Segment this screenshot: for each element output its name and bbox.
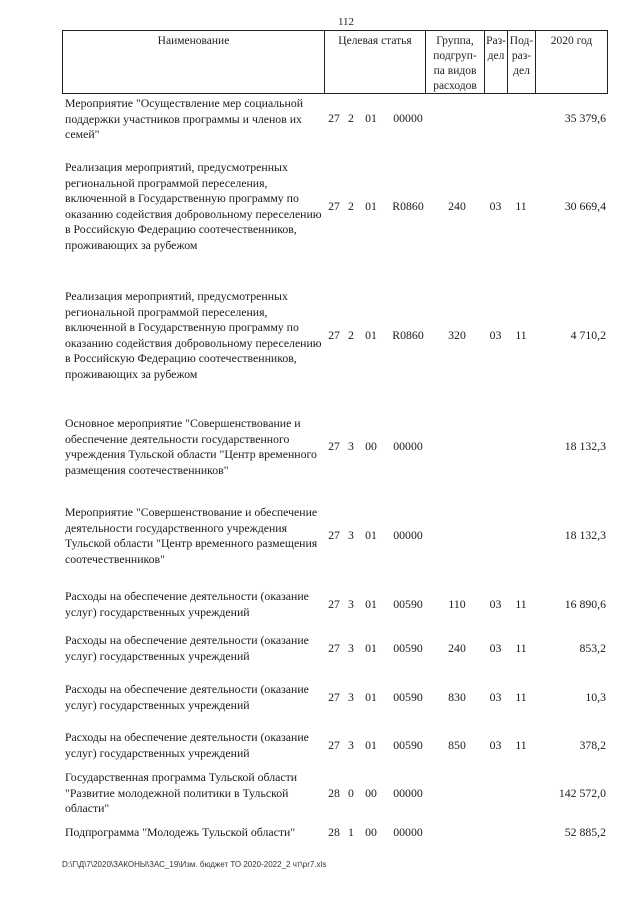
row-amount: 142 572,0 xyxy=(558,786,606,800)
code-subsection: 11 xyxy=(515,199,527,213)
code-program: 28 xyxy=(328,786,340,800)
code-subprogram: 2 xyxy=(348,328,354,342)
code-direction: 00590 xyxy=(393,690,423,704)
code-section: 03 xyxy=(489,738,502,752)
header-section-cell xyxy=(485,31,508,93)
header-year: 2020 год xyxy=(550,35,593,47)
code-subsection: 11 xyxy=(515,690,527,704)
row-amount: 18 132,3 xyxy=(564,528,606,542)
code-subprogram: 0 xyxy=(348,786,354,800)
table-row xyxy=(62,825,608,843)
code-event: 01 xyxy=(365,199,377,213)
code-program: 27 xyxy=(328,199,340,213)
code-event: 00 xyxy=(365,439,377,453)
code-section: 03 xyxy=(489,328,502,342)
row-name: Реализация мероприятий, предусмотренных региональной программой переселения, включенной в Государственную программу по оказанию содействия добровольному переселению в Российскую Федерацию соотечественников, проживающих за рубежом xyxy=(65,160,322,252)
row-amount: 35 379,6 xyxy=(564,111,606,125)
code-program: 28 xyxy=(328,825,340,839)
code-direction: 00000 xyxy=(393,786,423,800)
row-amount: 16 890,6 xyxy=(564,597,606,611)
table-row xyxy=(62,505,608,575)
row-name: Расходы на обеспечение деятельности (оказание услуг) государственных учреждений xyxy=(65,730,309,760)
code-event: 01 xyxy=(365,528,377,542)
code-subprogram: 3 xyxy=(348,738,354,752)
code-event: 00 xyxy=(365,786,377,800)
code-subsection: 11 xyxy=(515,597,527,611)
code-subprogram: 2 xyxy=(348,199,354,213)
code-group: 240 xyxy=(448,199,466,213)
code-event: 01 xyxy=(365,597,377,611)
header-subsection-cell xyxy=(508,31,536,93)
row-amount: 18 132,3 xyxy=(564,439,606,453)
code-group: 240 xyxy=(448,641,466,655)
code-program: 27 xyxy=(328,738,340,752)
code-direction: 00000 xyxy=(393,111,423,125)
code-direction: 00000 xyxy=(393,528,423,542)
header-group-line: подгруп- xyxy=(433,50,477,62)
page-number: 112 xyxy=(337,16,355,28)
header-group-cell xyxy=(426,31,485,93)
header-subsection-line: дел xyxy=(513,65,530,77)
header-name-cell xyxy=(63,31,325,93)
header-year-cell xyxy=(536,31,607,93)
code-group: 110 xyxy=(448,597,466,611)
row-name: Подпрограмма "Молодежь Тульской области" xyxy=(65,825,296,839)
table-row xyxy=(62,96,608,146)
row-amount: 853,2 xyxy=(579,641,606,655)
code-section: 03 xyxy=(489,597,502,611)
table-row xyxy=(62,160,608,270)
code-direction: 00590 xyxy=(393,738,423,752)
footer-file-path: D:\Г\Д\7\2020\ЗАКОНЫ\ЗАС_19\Изм. бюджет ТО 2020-2022_2 чт\pr7.xls xyxy=(62,860,327,869)
row-amount: 378,2 xyxy=(579,738,606,752)
header-group-line: расходов xyxy=(433,80,477,92)
row-amount: 10,3 xyxy=(585,690,606,704)
table-row xyxy=(62,770,608,818)
code-direction: 00590 xyxy=(393,641,423,655)
header-group-line: па видов xyxy=(433,65,477,77)
row-name: Мероприятие "Совершенствование и обеспечение деятельности государственного учреждения Тульской области "Центр временного размещения соотечественников" xyxy=(65,505,318,566)
code-direction: 00590 xyxy=(393,597,423,611)
code-section: 03 xyxy=(489,690,502,704)
table-row xyxy=(62,289,608,389)
code-program: 27 xyxy=(328,528,340,542)
header-target-article-cell xyxy=(325,31,426,93)
code-program: 27 xyxy=(328,328,340,342)
code-program: 27 xyxy=(328,597,340,611)
code-program: 27 xyxy=(328,439,340,453)
row-name: Расходы на обеспечение деятельности (оказание услуг) государственных учреждений xyxy=(65,633,309,663)
row-name: Расходы на обеспечение деятельности (оказание услуг) государственных учреждений xyxy=(65,682,309,712)
code-subsection: 11 xyxy=(515,328,527,342)
header-target-article: Целевая статья xyxy=(338,35,412,47)
code-subprogram: 1 xyxy=(348,825,354,839)
code-event: 01 xyxy=(365,641,377,655)
code-event: 01 xyxy=(365,738,377,752)
code-subprogram: 3 xyxy=(348,690,354,704)
header-group-line: Группа, xyxy=(436,35,474,47)
row-name: Расходы на обеспечение деятельности (оказание услуг) государственных учреждений xyxy=(65,589,309,619)
header-name: Наименование xyxy=(157,35,230,47)
code-subprogram: 3 xyxy=(348,641,354,655)
code-program: 27 xyxy=(328,111,340,125)
header-section-line: дел xyxy=(487,50,505,62)
table-row xyxy=(62,682,608,716)
code-group: 320 xyxy=(448,328,466,342)
code-section: 03 xyxy=(489,199,502,213)
code-section: 03 xyxy=(489,641,502,655)
row-amount: 52 885,2 xyxy=(564,825,606,839)
table-row xyxy=(62,416,608,486)
code-program: 27 xyxy=(328,690,340,704)
code-direction: 00000 xyxy=(393,439,423,453)
row-name: Основное мероприятие "Совершенствование и обеспечение деятельности государственного учреждения Тульской области "Центр временного размещения соотечественников" xyxy=(65,416,317,477)
code-subsection: 11 xyxy=(515,738,527,752)
row-amount: 4 710,2 xyxy=(570,328,606,342)
code-subprogram: 2 xyxy=(348,111,354,125)
code-event: 01 xyxy=(365,690,377,704)
header-subsection-line: Под- xyxy=(509,35,534,47)
code-subprogram: 3 xyxy=(348,439,354,453)
code-event: 01 xyxy=(365,111,377,125)
code-group: 830 xyxy=(448,690,466,704)
table-row xyxy=(62,633,608,667)
header-section-line: Раз- xyxy=(486,35,506,47)
row-amount: 30 669,4 xyxy=(564,199,606,213)
table-header xyxy=(62,30,608,94)
code-direction: R0860 xyxy=(392,199,424,213)
row-name: Государственная программа Тульской области "Развитие молодежной политики в Тульской области" xyxy=(65,770,298,815)
code-event: 00 xyxy=(365,825,377,839)
code-subsection: 11 xyxy=(515,641,527,655)
table-row xyxy=(62,730,608,764)
header-subsection-line: раз- xyxy=(511,50,532,62)
table-row xyxy=(62,589,608,623)
code-subprogram: 3 xyxy=(348,528,354,542)
code-subprogram: 3 xyxy=(348,597,354,611)
code-group: 850 xyxy=(448,738,466,752)
code-program: 27 xyxy=(328,641,340,655)
row-name: Мероприятие "Осуществление мер социальной поддержки участников программы и членов их семей" xyxy=(65,96,304,141)
code-direction: R0860 xyxy=(392,328,424,342)
row-name: Реализация мероприятий, предусмотренных региональной программой переселения, включенной в Государственную программу по оказанию содействия добровольному переселению в Российскую Федерацию соотечественников, проживающих за рубежом xyxy=(65,289,322,381)
code-event: 01 xyxy=(365,328,377,342)
code-direction: 00000 xyxy=(393,825,423,839)
